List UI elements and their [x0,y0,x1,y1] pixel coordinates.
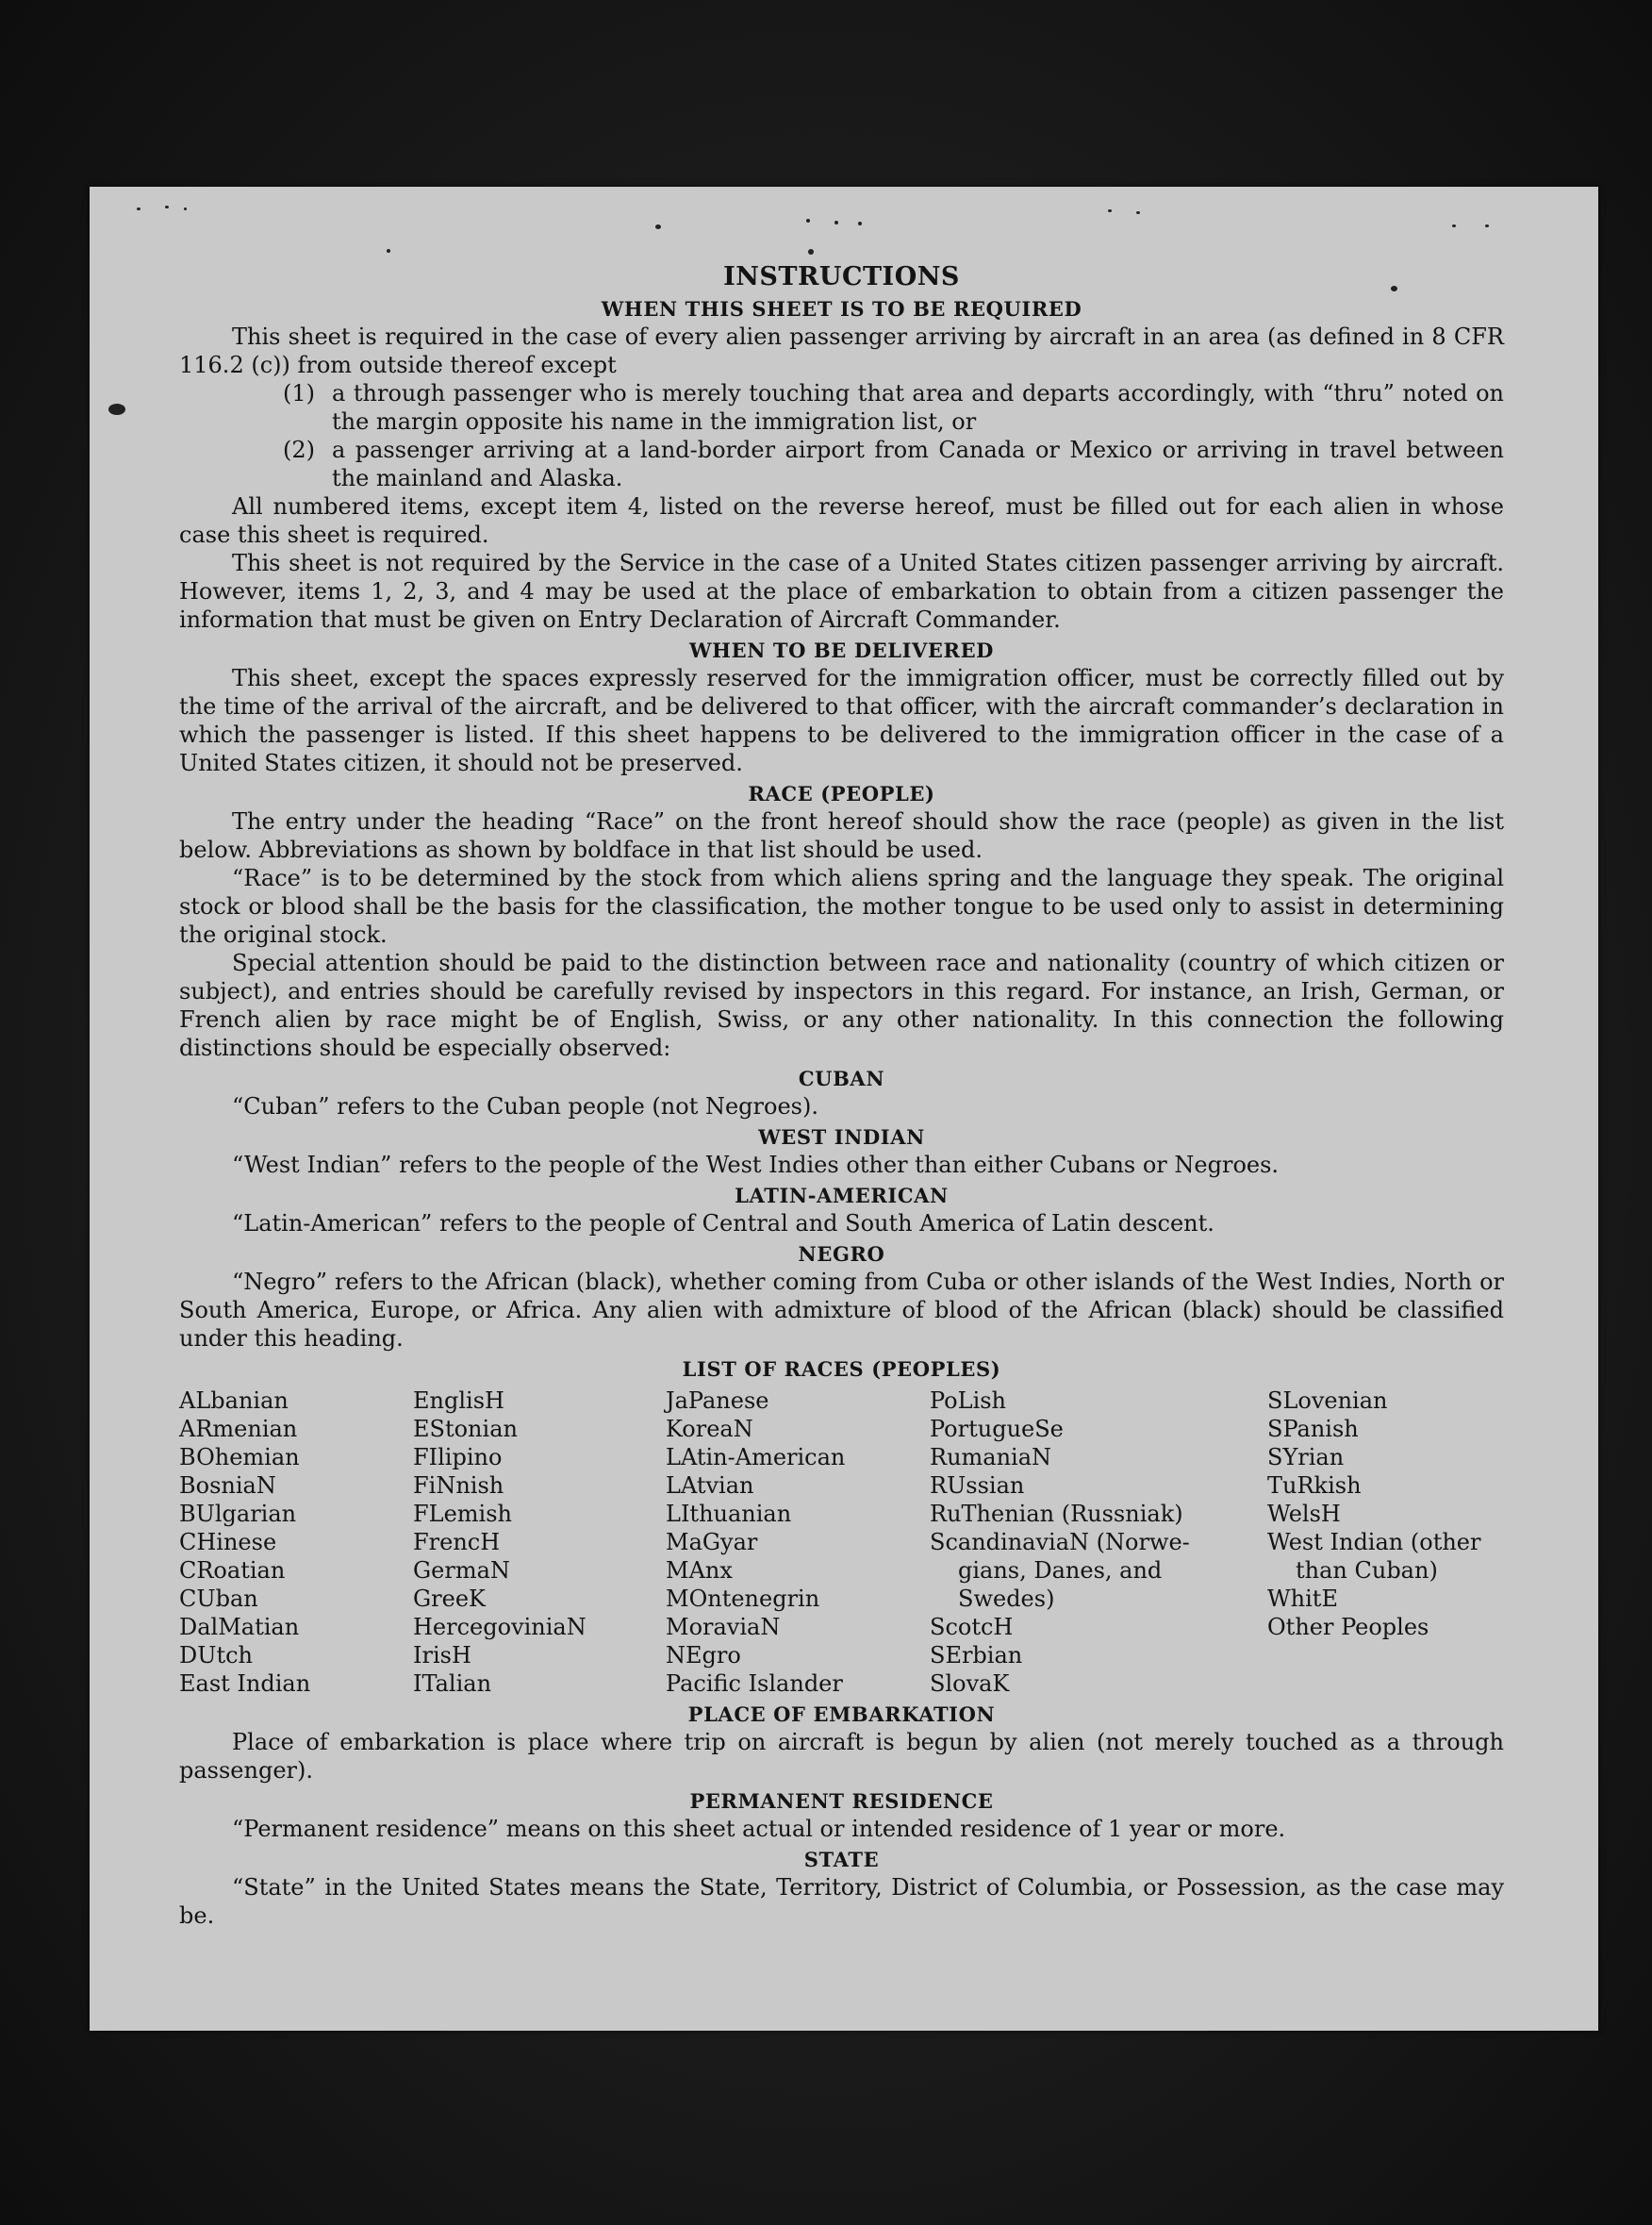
heading-list-of-races: LIST OF RACES (PEOPLES) [682,1357,1001,1381]
race-entry: BOhemian [179,1444,300,1470]
race-entry: gians, Danes, and [958,1557,1163,1584]
race-entry: GermaN [413,1557,510,1584]
paragraph: Place of embarkation is place where trip on aircraft is begun by alien (not merely touched as a through passenger). [179,1729,1504,1784]
race-entry: East Indian [179,1670,311,1697]
race-entry: GreeK [413,1586,486,1612]
exception-item [179,436,1504,492]
race-column [1267,1386,1512,1698]
race-entry: BosniaN [179,1472,276,1499]
instructions-body [179,262,1504,1930]
race-entry: CRoatian [179,1557,286,1584]
race-entry: ITalian [413,1670,492,1697]
item-text: a passenger arriving at a land-border airport from Canada or Mexico or arriving in travel between the mainland and Alaska. [332,437,1504,491]
heading-cuban: CUBAN [798,1067,885,1090]
heading-race: RACE (PEOPLE) [748,782,935,805]
race-entry: DUtch [179,1642,254,1669]
paragraph: “Cuban” refers to the Cuban people (not Negroes). [232,1093,818,1120]
race-entry: ScotcH [930,1614,1014,1640]
paragraph: This sheet is not required by the Service in the case of a United States citizen passenger arriving by aircraft. However, items 1, 2, 3, and 4 may be used at the place of embarkation to obtain from a citizen passenger the information that must be given on Entry Declaration of Aircraft Commander. [179,550,1504,633]
race-entry: PoLish [930,1387,1007,1414]
heading-state: STATE [803,1848,880,1871]
race-entry: TuRkish [1267,1472,1362,1499]
race-entry: FIlipino [413,1444,503,1470]
paragraph: “Race” is to be determined by the stock from which aliens spring and the language they speak. The original stock or blood shall be the basis for the classification, the mother tongue to be used only to assist in determining the original stock. [179,865,1504,948]
race-entry: than Cuban) [1296,1557,1438,1584]
race-column [413,1386,666,1698]
race-entry: WhitE [1267,1586,1338,1612]
race-entry: DalMatian [179,1614,300,1640]
heading-when-delivered: WHEN TO BE DELIVERED [688,639,994,662]
race-column [666,1386,930,1698]
item-number: (1) [283,380,315,407]
exception-item [179,379,1504,436]
paragraph: The entry under the heading “Race” on the front hereof should show the race (people) as given in the list below. Abbreviations as shown by boldface in that list should be used. [179,808,1504,863]
paragraph: All numbered items, except item 4, listed on the reverse hereof, must be filled out for each alien in whose case this sheet is required. [179,493,1504,548]
heading-permanent-residence: PERMANENT RESIDENCE [689,1789,994,1813]
heading-negro: NEGRO [798,1242,885,1266]
heading-when-required: WHEN THIS SHEET IS TO BE REQUIRED [601,297,1082,321]
race-entry: SErbian [930,1642,1023,1669]
race-entry: JaPanese [666,1387,769,1414]
race-entry: CUban [179,1586,258,1612]
race-entry: RUssian [930,1472,1025,1499]
race-entry: NEgro [666,1642,741,1669]
paragraph: This sheet, except the spaces expressly reserved for the immigration officer, must be correctly filled out by the time of the arrival of the aircraft, and be delivered to that officer, with the aircraft commander’s declaration in which the passenger is listed. If this sheet happens to be delivered to the immigration officer in the case of a United States citizen, it should not be preserved. [179,665,1504,776]
race-entry: MAnx [666,1557,733,1584]
paragraph: Special attention should be paid to the distinction between race and nationality (country of which citizen or subject), and entries should be carefully revised by inspectors in this regard. For instance, an Irish, German, or French alien by race might be of English, Swiss, or any other nationality. In this connection the following distinctions should be especially observed: [179,950,1504,1061]
item-number: (2) [283,437,315,463]
race-entry: LAtin-American [666,1444,846,1470]
race-entry: FiNnish [413,1472,504,1499]
paragraph: This sheet is required in the case of every alien passenger arriving by aircraft in an area (as defined in 8 CFR 116.2 (c)) from outside thereof except [179,324,1504,378]
page-title: INSTRUCTIONS [723,262,960,291]
race-entry: Swedes) [958,1586,1055,1612]
item-text: a through passenger who is merely touching that area and departs accordingly, with “thru” noted on the margin opposite his name in the immigration list, or [332,380,1504,435]
instruction-sheet [90,187,1598,2031]
race-entry: EnglisH [413,1387,504,1414]
race-entry: SlovaK [930,1670,1010,1697]
race-entry: KoreaN [666,1416,753,1442]
race-list [179,1386,1504,1698]
race-entry: SLovenian [1267,1387,1388,1414]
race-entry: MaGyar [666,1529,758,1555]
race-entry: PortugueSe [930,1416,1064,1442]
race-entry: RumaniaN [930,1444,1052,1470]
heading-west-indian: WEST INDIAN [758,1125,925,1149]
race-entry: IrisH [413,1642,471,1669]
race-column [179,1386,413,1698]
race-entry: FLemish [413,1501,512,1527]
race-entry: ALbanian [179,1387,289,1414]
paragraph: “Permanent residence” means on this sheet actual or intended residence of 1 year or more. [232,1816,1286,1842]
race-entry: BUlgarian [179,1501,297,1527]
paragraph: “West Indian” refers to the people of the West Indies other than either Cubans or Negroes. [232,1152,1280,1178]
race-entry: MoraviaN [666,1614,781,1640]
paragraph: “Latin-American” refers to the people of Central and South America of Latin descent. [232,1210,1214,1237]
race-entry: LAtvian [666,1472,754,1499]
heading-place-of-embarkation: PLACE OF EMBARKATION [687,1702,996,1726]
paragraph: “State” in the United States means the State, Territory, District of Columbia, or Possession, as the case may be. [179,1874,1504,1929]
race-entry: SPanish [1267,1416,1359,1442]
race-entry: FrencH [413,1529,501,1555]
race-entry: EStonian [413,1416,518,1442]
race-entry: Pacific Islander [666,1670,843,1697]
race-entry: ARmenian [179,1416,298,1442]
race-entry: HercegoviniaN [413,1614,586,1640]
race-column [930,1386,1267,1698]
race-entry: MOntenegrin [666,1586,820,1612]
race-entry: WelsH [1267,1501,1341,1527]
race-entry: RuThenian (Russniak) [930,1501,1183,1527]
race-entry: LIthuanian [666,1501,792,1527]
race-entry: SYrian [1267,1444,1345,1470]
race-entry: Other Peoples [1267,1614,1429,1640]
paragraph: “Negro” refers to the African (black), whether coming from Cuba or other islands of the West Indies, North or South America, Europe, or Africa. Any alien with admixture of blood of the African (black) should be classified under this heading. [179,1269,1504,1352]
race-entry: West Indian (other [1267,1529,1481,1555]
heading-latin-american: LATIN-AMERICAN [735,1184,949,1207]
race-entry: ScandinaviaN (Norwe- [930,1529,1190,1555]
race-entry: CHinese [179,1529,277,1555]
